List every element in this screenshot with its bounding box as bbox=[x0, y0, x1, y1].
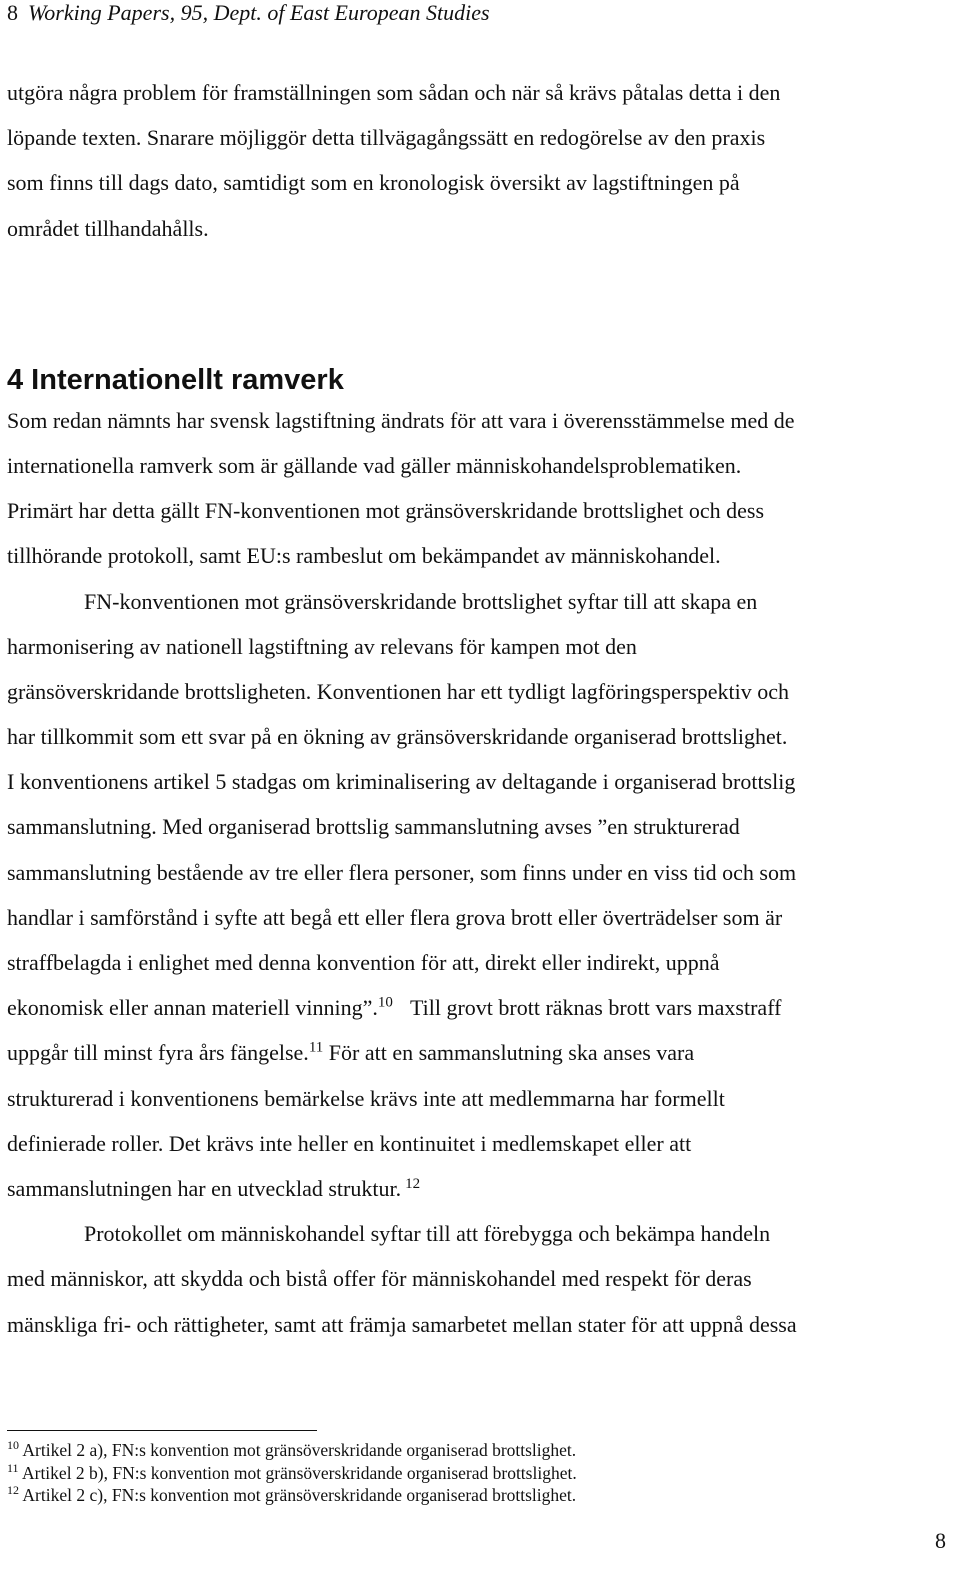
text-line: FN-konventionen mot gränsöverskridande brottslighet syftar till att skapa en bbox=[84, 588, 758, 614]
text-segment: För att en sammanslutning ska anses vara bbox=[323, 1040, 695, 1066]
text-line-footnote-12 bbox=[7, 1166, 952, 1211]
header-title: Working Papers, 95, Dept. of East European Studies bbox=[28, 0, 490, 25]
running-header bbox=[7, 0, 490, 27]
footnote-divider bbox=[7, 1430, 317, 1431]
text-segment: sammanslutningen har en utvecklad struktur. bbox=[7, 1175, 402, 1201]
text-line: handlar i samförstånd i syfte att begå ett eller flera grova brott eller överträdelser som är bbox=[7, 904, 783, 930]
text-line: sammanslutning bestående av tre eller flera personer, som finns under en viss tid och som bbox=[7, 859, 797, 885]
footnote-12 bbox=[7, 1484, 577, 1507]
text-line: straffbelagda i enlighet med denna konvention för att, direkt eller indirekt, uppnå bbox=[7, 950, 720, 975]
footnote-ref-11[interactable]: 11 bbox=[308, 1040, 324, 1057]
text-line: utgöra några problem för framställningen som sådan och när så krävs påtalas detta i den bbox=[7, 80, 781, 105]
footnote-ref-12[interactable]: 12 bbox=[405, 1175, 421, 1192]
text-line: löpande texten. Snarare möjliggör detta tillvägagångssätt en redogörelse av den praxis bbox=[7, 125, 766, 151]
text-line: Som redan nämnts har svensk lagstiftning ändrats för att vara i överensstämmelse med de bbox=[7, 407, 795, 433]
text-line: med människor, att skydda och bistå offer för människohandel med respekt för deras bbox=[7, 1266, 752, 1292]
text-line: harmonisering av nationell lagstiftning av relevans för kampen mot den bbox=[7, 633, 637, 659]
text-line: sammanslutning. Med organiserad brottslig sammanslutning avses ”en strukturerad bbox=[7, 814, 740, 840]
text-line-footnote-11 bbox=[7, 1030, 952, 1075]
footnote-text: Artikel 2 a), FN:s konvention mot gränsöverskridande organiserad brottslighet. bbox=[22, 1440, 577, 1460]
footnote-text: Artikel 2 b), FN:s konvention mot gränsöverskridande organiserad brottslighet. bbox=[21, 1462, 577, 1483]
text-line: strukturerad i konventionens bemärkelse krävs inte att medlemmarna har formellt bbox=[7, 1085, 725, 1111]
footnote-text: Artikel 2 c), FN:s konvention mot gränsöverskridande organiserad brottslighet. bbox=[22, 1485, 577, 1505]
text-line: I konventionens artikel 5 stadgas om kriminalisering av deltagande i organiserad brottslig bbox=[7, 769, 796, 795]
footnote-number: 12 bbox=[7, 1483, 19, 1498]
text-line: mänskliga fri- och rättigheter, samt att främja samarbetet mellan stater för att uppnå dessa bbox=[7, 1311, 797, 1337]
footnote-10 bbox=[7, 1439, 577, 1462]
footnote-ref-10[interactable]: 10 bbox=[377, 994, 393, 1011]
text-segment: ekonomisk eller annan materiell vinning”. bbox=[7, 995, 378, 1021]
text-line-footnote-10 bbox=[7, 985, 952, 1030]
footnote-number: 11 bbox=[7, 1460, 19, 1475]
footnote-11 bbox=[7, 1462, 577, 1485]
text-segment: uppgår till minst fyra års fängelse. bbox=[7, 1040, 309, 1066]
text-line: området tillhandahålls. bbox=[7, 215, 209, 241]
text-segment: Till grovt brott räknas brott vars maxstraff bbox=[404, 995, 782, 1021]
text-line: tillhörande protokoll, samt EU:s rambeslut om bekämpandet av människohandel. bbox=[7, 543, 721, 569]
text-line: Primärt har detta gällt FN-konventionen mot gränsöverskridande brottslighet och dess bbox=[7, 498, 765, 524]
text-line: definierade roller. Det krävs inte heller en kontinuitet i medlemskapet eller att bbox=[7, 1130, 692, 1156]
body-text bbox=[7, 70, 952, 1347]
text-line: internationella ramverk som är gällande vad gäller människohandelsproblematiken. bbox=[7, 452, 742, 478]
text-line: som finns till dags dato, samtidigt som en kronologisk översikt av lagstiftningen på bbox=[7, 170, 740, 196]
text-line: har tillkommit som ett svar på en ökning av gränsöverskridande organiserad brottslighet. bbox=[7, 724, 788, 750]
section-heading: 4 Internationellt ramverk bbox=[7, 363, 344, 396]
text-line: gränsöverskridande brottsligheten. Konventionen har ett tydligt lagföringsperspektiv och bbox=[7, 678, 790, 704]
footnote-number: 10 bbox=[7, 1438, 19, 1453]
page-number: 8 bbox=[935, 1528, 946, 1553]
text-line: Protokollet om människohandel syftar till att förebygga och bekämpa handeln bbox=[84, 1221, 771, 1247]
footnotes bbox=[7, 1439, 577, 1507]
header-page-number: 8 bbox=[7, 0, 18, 25]
